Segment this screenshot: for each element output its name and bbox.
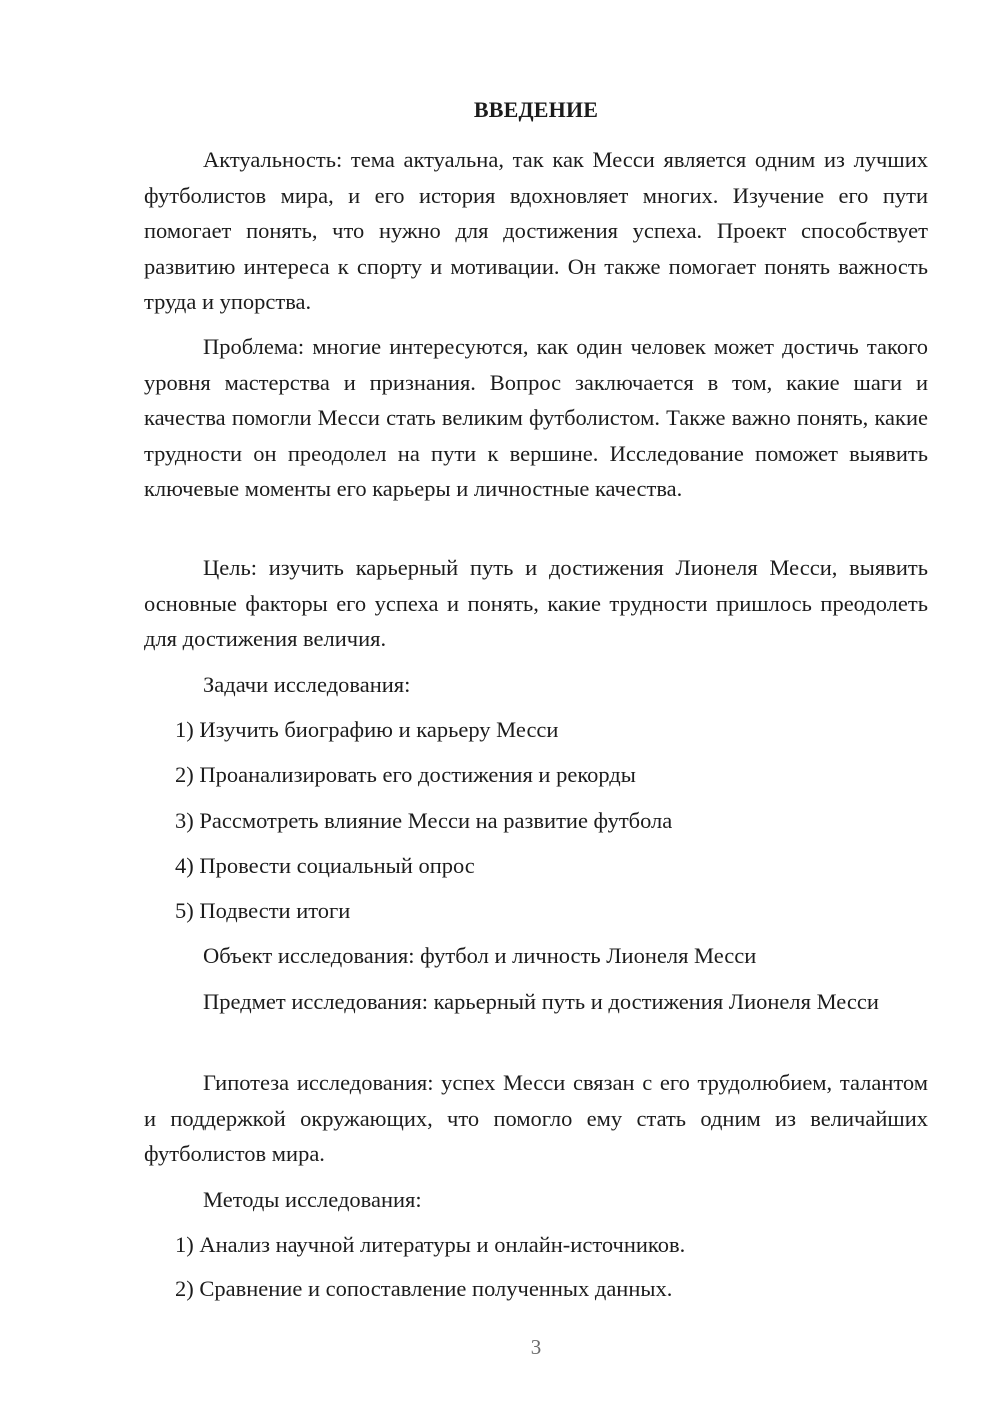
method-item: 1) Анализ научной литературы и онлайн-источников. [175,1232,686,1257]
task-item: 1) Изучить биографию и карьеру Месси [175,717,559,742]
relevance-paragraph: Актуальность: тема актуальна, так как Месси является одним из лучших футболистов мира, и его история вдохновляет многих. Изучение его пути помогает понять, что нужно для достижения успеха. Проект способствует развитию интереса к спорту и мотивации. Он также помогает понять важность труда и упорства. [144,147,928,314]
page-number: 3 [530,1335,542,1359]
task-item: 5) Подвести итоги [175,898,351,923]
problem-paragraph: Проблема: многие интересуются, как один человек может достичь такого уровня мастерства и признания. Вопрос заключается в том, какие шаги и качества помогли Месси стать великим футболистом. Также важно понять, какие трудности он преодолел на пути к вершине. Исследование поможет выявить ключевые моменты его карьеры и личностные качества. [144,334,928,501]
method-item: 2) Сравнение и сопоставление полученных данных. [175,1276,673,1301]
task-item: 4) Провести социальный опрос [175,853,475,878]
methods-heading: Методы исследования: [203,1187,422,1212]
object-line: Объект исследования: футбол и личность Лионеля Месси [203,943,757,968]
tasks-heading: Задачи исследования: [203,672,411,697]
goal-paragraph: Цель: изучить карьерный путь и достижения Лионеля Месси, выявить основные факторы его успеха и понять, какие трудности пришлось преодолеть для достижения величия. [144,555,928,651]
page-title: ВВЕДЕНИЕ [473,97,599,122]
task-item: 2) Проанализировать его достижения и рекорды [175,762,636,787]
subject-paragraph: Предмет исследования: карьерный путь и достижения Лионеля Месси [203,989,879,1014]
task-item: 3) Рассмотреть влияние Месси на развитие футбола [175,808,673,833]
hypothesis-paragraph: Гипотеза исследования: успех Месси связан с его трудолюбием, талантом и поддержкой окружающих, что помогло ему стать одним из величайших футболистов мира. [144,1070,928,1166]
